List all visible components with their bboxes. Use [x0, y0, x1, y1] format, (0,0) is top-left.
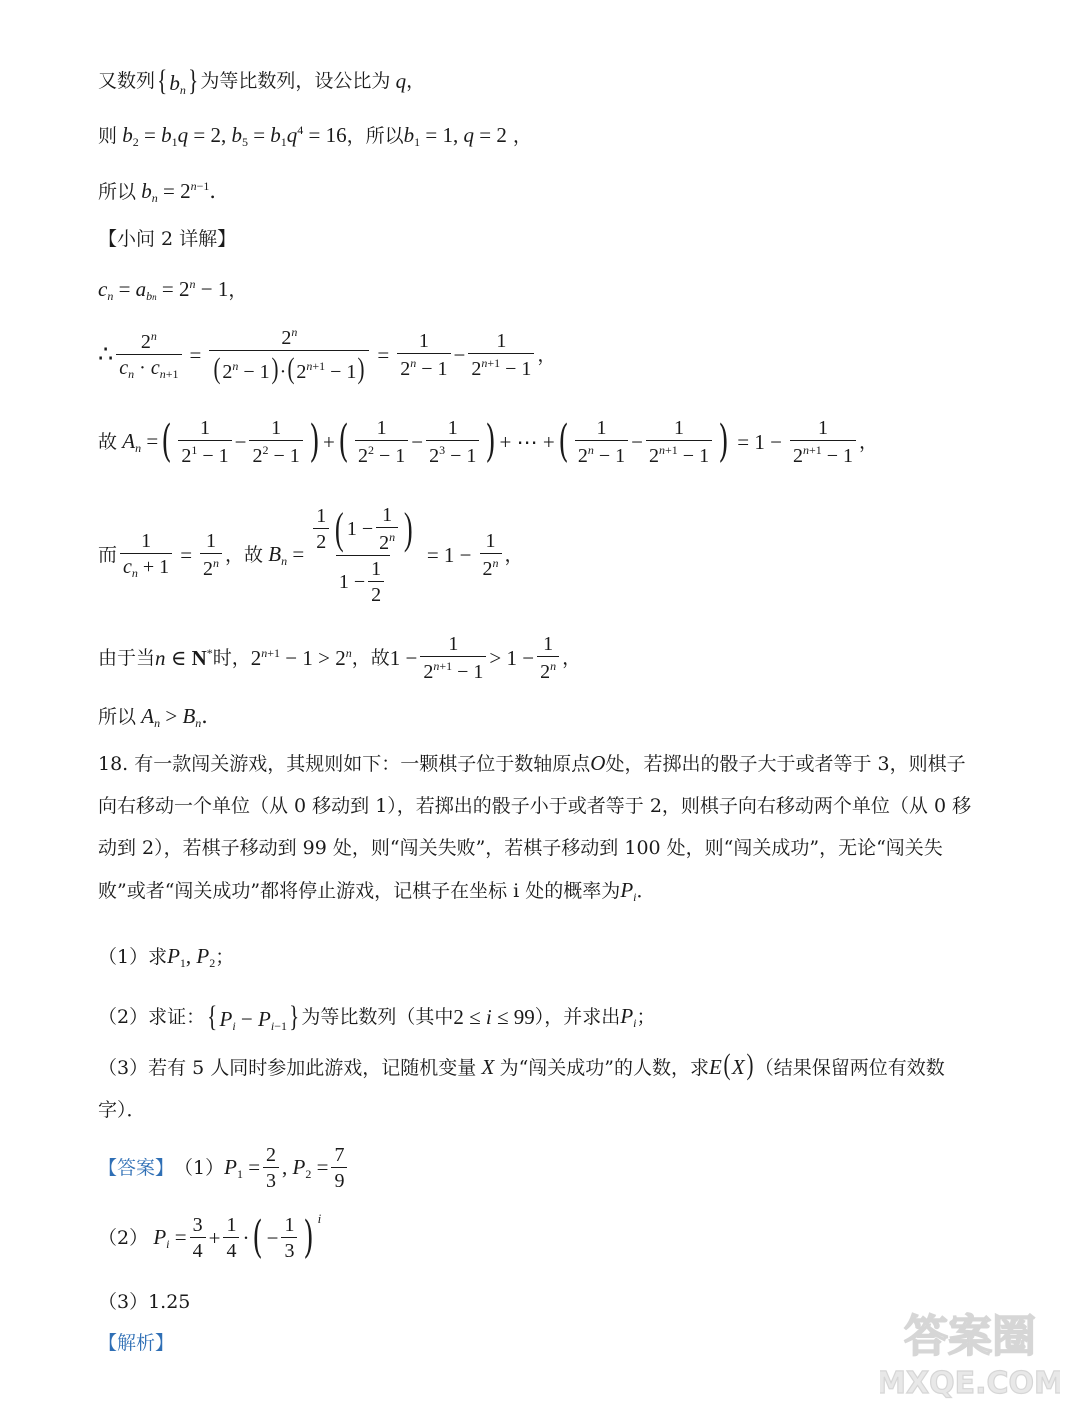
analysis-label: 【解析】: [98, 1332, 175, 1354]
text: 为等比数列（其中: [301, 1005, 454, 1028]
fraction: $\frac{1}{2^n}$: [480, 531, 502, 579]
math-bn-set: { $b_n$}: [157, 64, 199, 97]
fraction: $\frac{1}{4}$: [223, 1215, 239, 1261]
line-conclusion: [98, 706, 222, 729]
fraction: $\frac{1}{2^n - 1}$: [575, 418, 628, 466]
text: 则: [98, 124, 118, 147]
text: 所以: [98, 180, 137, 203]
text: （结果保留两位有效数字）．: [98, 1057, 945, 1121]
text: （2）: [98, 1226, 149, 1249]
watermark-bottom-text: MXQE.COM: [880, 1366, 1060, 1401]
text: （2）求证：: [98, 1005, 206, 1028]
section-heading-2: [98, 230, 236, 249]
therefore-symbol: ∴: [98, 342, 114, 368]
line-b2-b5: 则 $b_2 = b_1q = 2$, $b_5 = b_1q^4 = 16$ ，所以 $b_1 = 1$, q = 2 ，: [98, 122, 532, 149]
fraction: $\frac{1}{2^{n+1} - 1}$: [790, 418, 856, 466]
line-Bn: 而 $\frac{1}{c_n + 1}$ = $\frac{1}{2^n}$ ，故 $B_n$ = $\frac{1}{2}$ ( 1 − $\frac{1}{2^n}$ ) 1 − $\frac{1}{2}$ = 1 − $\frac{1}{2^n}$ ，: [98, 504, 524, 606]
math-P1-P2: $P_1$, $P_2$: [167, 944, 216, 970]
line-An: 故 $A_n$ = ( $\frac{1}{2^1 - 1}$ − $\frac{1}{2^2 - 1}$ ) + ( $\frac{1}{2^2 - 1}$ − $\frac{1}{2^3 - 1}$ ) + ⋯ + ( $\frac{1}{2^n - 1}$ − $\frac{1}{2^{n+1} - 1}$ ) = 1 − $\frac{1}{2^{n+1} - 1}$ ，: [98, 416, 879, 467]
section-title: 【小问 2 详解】: [98, 228, 237, 250]
text: （3）1.25: [98, 1291, 191, 1313]
math-range: 2 ≤ i ≤ 99: [453, 1004, 535, 1029]
answer-3: [98, 1293, 190, 1312]
math-An-gt-Bn: $A_n > B_n$．: [141, 704, 223, 730]
fraction: $\frac{1}{2}$ ( 1 − $\frac{1}{2^n}$ ) 1 − $\frac{1}{2}$: [307, 505, 419, 605]
text: （1）: [174, 1156, 225, 1179]
text: 又数列: [98, 69, 156, 92]
math-P2: , $P_2$ =: [282, 1154, 329, 1181]
fraction: $\frac{1}{2^3 - 1}$: [426, 418, 479, 466]
text: 而: [98, 543, 118, 566]
line-geometric-sequence: 又数列 { $b_n$} 为等比数列，设公比为 q ，: [98, 64, 426, 97]
math-cn: $c_n = a_{bn} = 2^n - 1$: [98, 277, 229, 303]
text: 故: [98, 430, 118, 453]
fraction: $\frac{1}{2^{n+1} - 1}$: [420, 634, 486, 682]
math-P1: $P_1$ =: [224, 1154, 261, 1181]
text: ，所以: [346, 124, 404, 147]
subquestion-3: （3）若有 5 人同时参加此游戏，记随机变量 X 为“闯关成功”的人数，求E(X)（结果保留两位有效数字）．: [98, 1048, 945, 1121]
text: （3）若有 5 人同时参加此游戏，记随机变量: [98, 1057, 477, 1079]
fraction: $\frac{1}{2^n - 1}$: [397, 331, 450, 379]
text: 由于当: [98, 646, 156, 669]
text: 所以: [98, 706, 137, 728]
math-Pi: $P_i$ =: [153, 1224, 187, 1251]
math-Pi-diff-set: { $P_i - P_{i-1}$}: [207, 1000, 300, 1033]
watermark-logo: [880, 1293, 1060, 1403]
text: 为“闯关成功”的人数，求: [499, 1057, 710, 1079]
text: ，故: [351, 646, 390, 669]
fraction: $\frac{1}{c_n + 1}$: [120, 531, 172, 579]
math-Pi: $P_i$: [620, 878, 637, 904]
text: ，故: [225, 543, 264, 566]
fraction: $\frac{1}{2^n}$: [200, 531, 222, 579]
fraction: $\frac{1}{2^{n+1} - 1}$: [646, 418, 712, 466]
math-inequality: $2^{n+1} - 1 > 2^n$: [250, 646, 352, 670]
subquestion-1: （1）求 $P_1$, $P_2$ ；: [98, 944, 235, 970]
fraction: $\frac{1}{2^2 - 1}$: [355, 418, 408, 466]
fraction: $\frac{2^n}{c_n \cdot c_{n+1}}$: [116, 330, 181, 380]
text: ），并求出: [534, 1005, 621, 1028]
fraction: $\frac{1}{2^2 - 1}$: [249, 418, 302, 466]
line-bn: [98, 180, 230, 204]
text: （1）求: [98, 946, 168, 968]
math-Bn: $B_n$ =: [268, 541, 305, 568]
subquestion-2: （2）求证： { $P_i - P_{i-1}$} 为等比数列（其中 2 ≤ i ≤ 99 ），并求出 $P_i$ ；: [98, 1000, 656, 1033]
text: 为等比数列，设公比为: [200, 69, 391, 92]
watermark-top-text: 答案圈: [904, 1311, 1036, 1362]
fraction: $\frac{1}{2^1 - 1}$: [178, 418, 231, 466]
fraction: $\frac{7}{9}$: [331, 1145, 347, 1191]
question-18: 18. 有一款闯关游戏，其规则如下：一颗棋子位于数轴原点O处，若掷出的骰子大于或者等于 3，则棋子向右移动一个单位（从 0 移动到 1），若掷出的骰子小于或者等于 2，则棋子向右移动两个单位（从 0 移动到 2），若棋子移动到 99 处，则“闯关失败”，若棋子移动到 100 处，则“闯关成功”，无论“闯关失败”或者“闯关成功”都将停止游戏，记棋子在坐标 i 处的概率为$P_i$．: [98, 751, 972, 904]
line-comparison: 由于当 n ∈ N* 时， $2^{n+1} - 1 > 2^n$ ，故 1 − $\frac{1}{2^{n+1} - 1}$ > 1 − $\frac{1}{2^n}$ ，: [98, 633, 582, 683]
fraction: $\frac{3}{4}$: [190, 1215, 206, 1261]
line-cn: $c_n = a_{bn} = 2^n - 1$ ，: [98, 277, 248, 303]
watermark-icon: [880, 1293, 1060, 1403]
math-q: q: [390, 68, 407, 93]
math-An: $A_n$ =: [122, 428, 159, 455]
question-text: 18. 有一款闯关游戏，其规则如下：一颗棋子位于数轴原点: [98, 753, 591, 775]
fraction: $\frac{1}{2^{n+1} - 1}$: [468, 331, 534, 379]
math-bn: $b_n = 2^{n-1}$．: [141, 179, 231, 205]
answer-1: [98, 1145, 350, 1191]
fraction: $\frac{1}{2^n}$: [537, 634, 559, 682]
math-b2-b5: $b_2 = b_1q = 2$, $b_5 = b_1q^4 = 16$: [122, 123, 347, 149]
line-telescoping: ∴ $\frac{2^n}{c_n \cdot c_{n+1}}$ = $\frac{2^n}{(2^n - 1)\cdot(2^{n+1} - 1)}$ = $\frac{1}{2^n - 1}$ − $\frac{1}{2^{n+1} - 1}$ ，: [98, 325, 557, 385]
math-b1-q: $b_1 = 1$, q = 2: [403, 122, 507, 149]
math-n-in-N: n ∈ N*: [155, 646, 213, 670]
math-EX: E(X): [709, 1048, 754, 1081]
question-text: 处，若掷出的骰子大于或者等于 3，则棋子向右移动一个单位（从 0 移动到 1），若掷出的骰子小于或者等于 2，则棋子向右移动两个单位（从 0 移动到 2），若棋子移动到 99 处，则“闯关失败”，若棋子移动到 100 处，则“闯关成功”，无论“闯关失败”或者“闯关成功”都将停止游戏，记棋子在坐标 i 处的概率为: [98, 753, 972, 902]
answer-2: （2） $P_i$ = $\frac{3}{4}$ + $\frac{1}{4}$ · ( − $\frac{1}{3}$ ) i: [98, 1210, 322, 1263]
analysis-heading: [98, 1334, 174, 1353]
fraction: $\frac{2^n}{(2^n - 1)\cdot(2^{n+1} - 1)}$: [209, 326, 369, 384]
text: 时，: [212, 646, 251, 669]
fraction: $\frac{2}{3}$: [263, 1145, 279, 1191]
answer-label: 【答案】: [98, 1156, 175, 1179]
math-Pi: $P_i$: [620, 1003, 637, 1030]
fraction: $\frac{1}{3}$: [281, 1215, 297, 1261]
